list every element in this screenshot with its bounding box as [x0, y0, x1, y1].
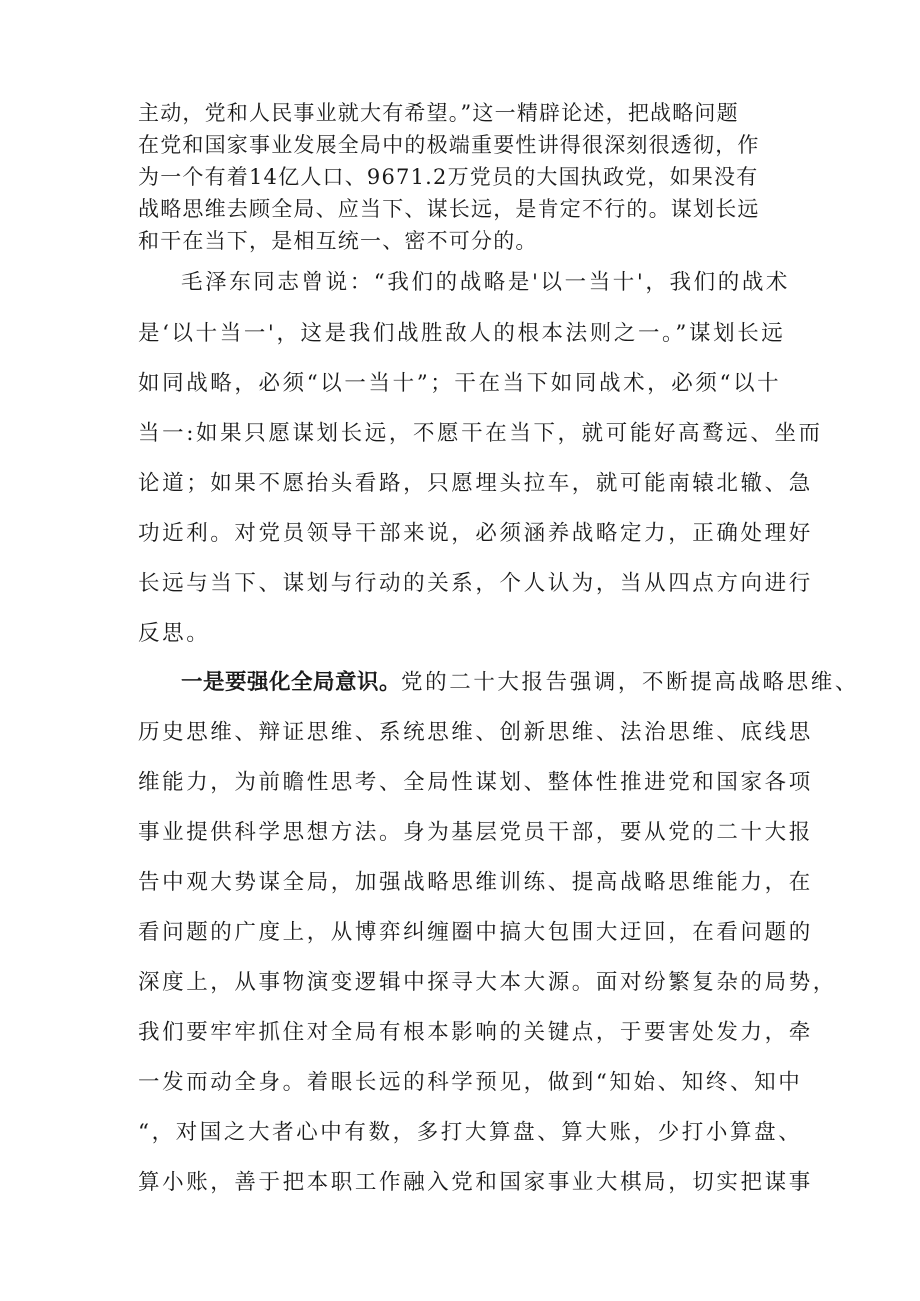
- text-run: 党的二十大报告强调，不断提高战略思维、: [401, 670, 859, 695]
- text-line: 事业提供科学思想方法。身为基层党员干部，要从党的二十大报: [138, 820, 813, 845]
- text-line: 反思。: [138, 621, 211, 646]
- text-line: 在党和国家事业发展全局中的极端重要性讲得很深刻很透彻，作: [138, 133, 760, 157]
- text-line: 论道；如果不愿抬头看路，只愿埋头拉车，就可能南辕北辙、急: [138, 471, 813, 496]
- text-line: 告中观大势谋全局，加强战略思维训练、提高战略思维能力，在: [138, 870, 813, 895]
- text-line: 主动，党和人民事业就大有希望。”这一精辟论述，把战略问题: [138, 101, 739, 125]
- text-line: [181, 668, 859, 698]
- text-line: 功近利。对党员领导干部来说，必须涵养战略定力，正确处理好: [138, 521, 813, 546]
- text-line: 历史思维、辩证思维、系统思维、创新思维、法治思维、底线思: [138, 720, 813, 745]
- section-heading-lead: 一是要强化全局意识。: [181, 670, 402, 695]
- text-line: 长远与当下、谋划与行动的关系，个人认为，当从四点方向进行: [138, 571, 813, 596]
- text-line: 算小账，善于把本职工作融入党和国家事业大棋局，切实把谋事: [138, 1170, 813, 1195]
- text-line: 战略思维去顾全局、应当下、谋长远，是肯定不行的。谋划长远: [138, 197, 760, 221]
- text-line: 深度上，从事物演变逻辑中探寻大本大源。面对纷繁复杂的局势，: [138, 970, 837, 995]
- text-line: 和干在当下，是相互统一、密不可分的。: [138, 229, 538, 253]
- text-line: 看问题的广度上，从博弈纠缠圈中搞大包围大迂回，在看问题的: [138, 920, 813, 945]
- text-line: 当一:如果只愿谋划长远，不愿干在当下，就可能好高鹜远、坐而: [138, 421, 823, 446]
- text-line: 是‘以十当一'，这是我们战胜敌人的根本法则之一。”谋划长远: [138, 321, 786, 346]
- text-line: 为一个有着14亿人口、9671.2万党员的大国执政党，如果没有: [138, 165, 759, 189]
- text-line: 维能力，为前瞻性思考、全局性谋划、整体性推进党和国家各项: [138, 770, 813, 795]
- text-line: 一发而动全身。着眼长远的科学预见，做到“知始、知终、知中: [138, 1070, 803, 1095]
- text-line: “，对国之大者心中有数，多打大算盘、算大账，少打小算盘、: [138, 1120, 803, 1145]
- text-line: 如同战略，必须“以一当十”；干在当下如同战术，必须“以十: [138, 371, 782, 396]
- text-line: 毛泽东同志曾说：“我们的战略是'以一当十'，我们的战术: [181, 270, 791, 295]
- text-line: 我们要牢牢抓住对全局有根本影响的关键点，于要害处发力，牵: [138, 1020, 813, 1045]
